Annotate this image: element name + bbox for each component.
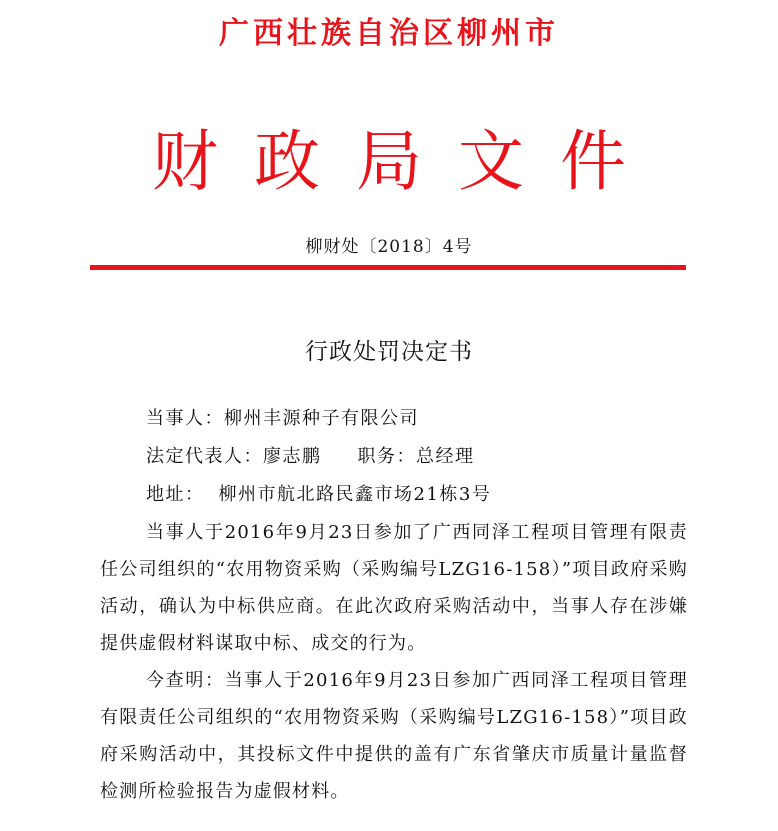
address-value: 柳州市航北路民鑫市场21栋3号 xyxy=(218,484,492,505)
address-line xyxy=(146,482,491,508)
document-title: 行政处罚决定书 xyxy=(305,339,473,365)
red-divider-rule xyxy=(90,265,686,270)
party-line xyxy=(146,406,419,432)
legal-rep-label: 法定代表人： xyxy=(146,446,263,467)
address-label: 地址： xyxy=(146,484,205,505)
position-label: 职务： xyxy=(357,446,416,467)
party-value: 柳州丰源种子有限公司 xyxy=(224,408,419,429)
position-value: 总经理 xyxy=(416,446,475,467)
issuing-organization: 广西壮族自治区柳州市 xyxy=(219,16,559,51)
paragraph-findings: 今查明：当事人于2016年9月23日参加广西同泽工程项目管理有限责任公司组织的“农用物资采购（采购编号LZG16-158）”项目政府采购活动中，其投标文件中提供的盖有广东省肇庆市质量计量监督检测所检验报告为虚假材料。 xyxy=(100,670,688,802)
document-number: 柳财处〔2018〕4号 xyxy=(305,237,473,257)
legal-rep-line xyxy=(146,444,475,470)
paragraph-facts: 当事人于2016年9月23日参加了广西同泽工程项目管理有限责任公司组织的“农用物资采购（采购编号LZG16-158）”项目政府采购活动，确认为中标供应商。在此次政府采购活动中，当事人存在涉嫌提供虚假材料谋取中标、成交的行为。 xyxy=(100,522,688,654)
legal-rep-value: 廖志鹏 xyxy=(263,446,322,467)
party-label: 当事人： xyxy=(146,408,224,429)
document-type-heading: 财政局文件 xyxy=(152,123,662,200)
